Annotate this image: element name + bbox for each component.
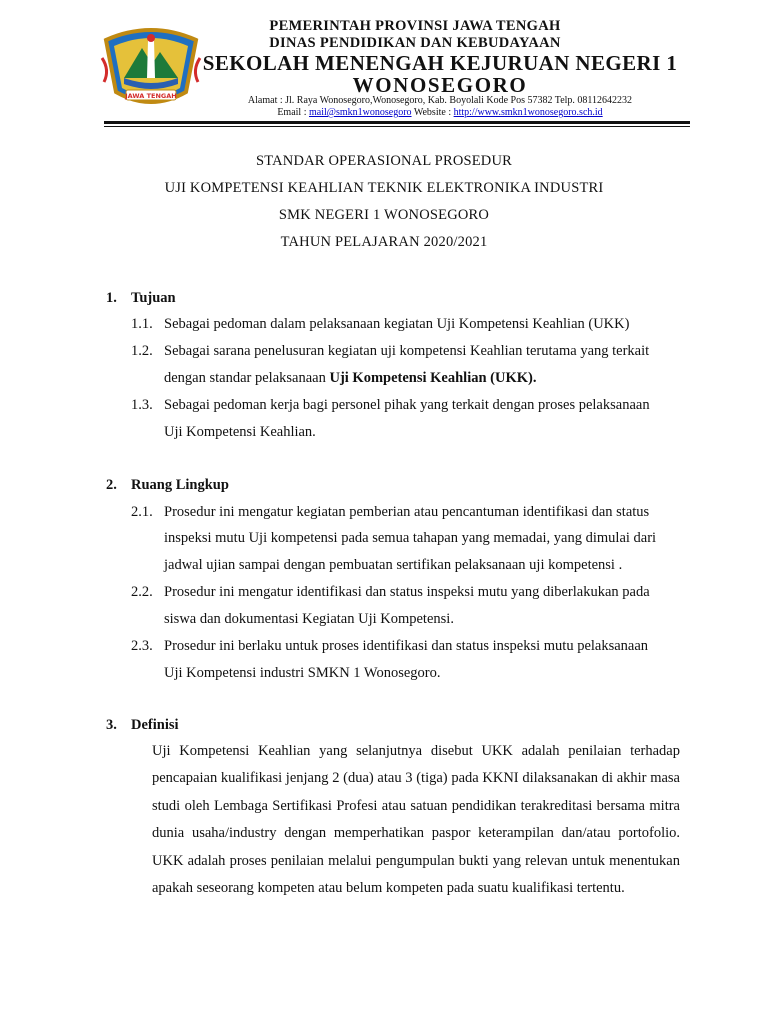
item-number: 2.2. [131, 584, 153, 600]
header-divider-thin [104, 126, 690, 127]
item-text: Sebagai sarana penelusuran kegiatan uji kompetensi Keahlian terutama yang terkait [164, 343, 650, 359]
header-contact [160, 107, 720, 118]
item-text: Prosedur ini berlaku untuk proses identifikasi dan status inspeksi mutu pelaksanaan [164, 638, 649, 654]
item-text: Sebagai pedoman dalam pelaksanaan kegiatan Uji Kompetensi Keahlian (UKK) [164, 316, 630, 332]
section-number: 2. [106, 477, 117, 493]
item-text-bold: Uji Kompetensi Keahlian (UKK). [329, 370, 537, 386]
item-text: Prosedur ini mengatur identifikasi dan status inspeksi mutu yang diberlakukan pada [164, 584, 650, 600]
header-school-town: WONOSEGORO [352, 73, 528, 97]
item-number: 2.3. [131, 638, 153, 654]
item-text-continued: Uji Kompetensi Keahlian. [164, 424, 316, 440]
item-text-plain: dengan standar pelaksanaan [164, 370, 330, 386]
logo-text: JAWA TENGAH [125, 92, 177, 100]
header-address: Alamat : Jl. Raya Wonosegoro,Wonosegoro, Kab. Boyolali Kode Pos 57382 Telp. 08112642232 [247, 95, 633, 106]
email-link[interactable]: mail@smkn1wonosegoro [308, 107, 412, 118]
website-label: Website : [411, 107, 454, 118]
doc-title-line-3: SMK NEGERI 1 WONOSEGORO [278, 207, 490, 223]
item-text-continued: siswa dan dokumentasi Kegiatan Uji Kompetensi. [164, 611, 454, 627]
item-text-continued: Uji Kompetensi industri SMKN 1 Wonosegoro. [164, 665, 441, 681]
item-number: 1.3. [131, 397, 153, 413]
item-text: Prosedur ini mengatur kegiatan pemberian atau pencantuman identifikasi dan status [164, 504, 650, 520]
section-number: 1. [106, 290, 117, 306]
email-label: Email : [277, 107, 309, 118]
definition-paragraph: Uji Kompetensi Keahlian yang selanjutnya disebut UKK adalah penilaian terhadap pencapaian kualifikasi jenjang 2 (dua) atau 3 (tiga) pada KKNI dilaksanakan di akhir masa studi oleh Lembaga Sertifikasi Profesi atau satuan pendidikan terakreditasi bersama mitra dunia usaha/industry dengan memperhatikan paspor keterampilan dan/atau portofolio. UKK adalah proses penilaian melalui pengumpulan bukti yang relevan untuk menentukan apakah seseorang kompeten atau belum kompeten pada suatu kualifikasi tertentu. [152, 743, 680, 897]
letterhead [0, 0, 768, 130]
section-title-ruang-lingkup: Ruang Lingkup [131, 477, 229, 493]
section-title-definisi: Definisi [131, 717, 179, 733]
header-divider-thick [104, 121, 690, 124]
section-title-tujuan: Tujuan [131, 290, 176, 306]
doc-title-line-2: UJI KOMPETENSI KEAHLIAN TEKNIK ELEKTRONIKA INDUSTRI [164, 180, 604, 196]
section-number: 3. [106, 717, 117, 733]
item-number: 1.2. [131, 343, 153, 359]
doc-title-line-1: STANDAR OPERASIONAL PROSEDUR [255, 153, 513, 169]
item-text-continued [164, 369, 537, 387]
header-government: PEMERINTAH PROVINSI JAWA TENGAH [269, 18, 561, 34]
item-number: 2.1. [131, 504, 153, 520]
website-link[interactable]: http://www.smkn1wonosegoro.sch.id [453, 107, 603, 118]
item-number: 1.1. [131, 316, 153, 332]
item-text-continued: inspeksi mutu Uji kompetensi pada semua tahapan yang memadai, yang dimulai dari [164, 530, 657, 546]
item-text-continued: jadwal ujian sampai dengan pembuatan sertifikan pelaksanaan uji kompetensi . [164, 557, 623, 573]
header-school-name: SEKOLAH MENENGAH KEJURUAN NEGERI 1 [202, 51, 678, 75]
item-text: Sebagai pedoman kerja bagi personel pihak yang terkait dengan proses pelaksanaan [164, 397, 650, 413]
doc-title-line-4: TAHUN PELAJARAN 2020/2021 [280, 234, 488, 250]
header-department: DINAS PENDIDIKAN DAN KEBUDAYAAN [269, 35, 561, 51]
